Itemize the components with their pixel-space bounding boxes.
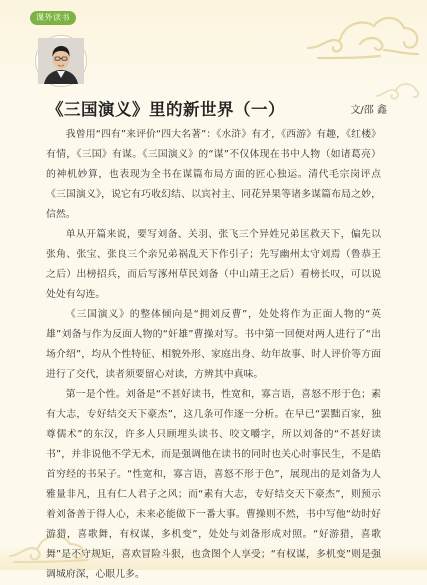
article-title: 《三国演义》里的新世界（一） (47, 100, 285, 119)
cloud-small-icon (372, 78, 422, 102)
author-avatar (36, 36, 86, 86)
author-byline: 文/邵 鑫 (350, 105, 387, 116)
cloud-decoration-icon (300, 4, 424, 66)
column-tag: 课外读书 (30, 11, 76, 25)
author-portrait-icon (38, 38, 84, 84)
article-body (46, 125, 381, 585)
paragraph-4: 第一是个性。刘备是“不甚好读书，性宽和，寡言语，喜怒不形于色；素有大志，专好结交天下豪杰”，这几条可作逐一分析。在早已“罢黜百家，独尊儒术”的东汉，许多人只顾埋头读书、咬文嚼字，所以刘备的“不甚好读书”，并非说他不学无术，而是强调他在读书的同时也关心时事民生，不是皓首穷经的书呆子。“性宽和，寡言语，喜怒不形于色”，展现出的是刘备为人雅量非凡，且有仁人君子之风；而“素有大志，专好结交天下豪杰”，则预示着刘备善于得人心，未来必能做下一番大事。曹操则不然，书中写他“幼时好游猎，喜歌舞，有权谋，多机变”，处处与刘备形成对照。“好游猎，喜歌舞”是不守规矩，喜欢冒险斗狠，也贪图个人享受；“有权谋，多机变”则是强调城府深，心眼儿多。 (46, 389, 381, 580)
paragraph-1: 我曾用“四有”来评价“四大名著”：《水浒》有才，《西游》有趣，《红楼》有情，《三国》有谋。《三国演义》的“谋”不仅体现在书中人物（如诸葛亮）的神机妙算，也表现为全书在谋篇布局方面的匠心独运。清代毛宗岗评点《三国演义》，说它有巧收幻结、以宾衬主、同花异果等诸多谋篇布局之妙，信然。 (46, 129, 381, 220)
paragraph-2: 单从开篇来说，要写刘备、关羽、张飞三个异姓兄弟匡救天下，偏先以张角、张宝、张良三个亲兄弟祸乱天下作引子；先写幽州太守刘焉（鲁恭王之后）出榜招兵，而后写涿州草民刘备（中山靖王之后）看榜长叹，可以说处处有勾连。 (46, 229, 381, 300)
paragraph-3: 《三国演义》的整体倾向是“拥刘反曹”，处处将作为正面人物的“英雄”刘备与作为反面人物的“奸雄”曹操对写。书中第一回便对两人进行了“出场介绍”，均从个性特征、相貌外形、家庭出身、幼年故事、时人评价等方面进行了交代，读者须要留心对读，方辨其中真味。 (46, 309, 381, 380)
